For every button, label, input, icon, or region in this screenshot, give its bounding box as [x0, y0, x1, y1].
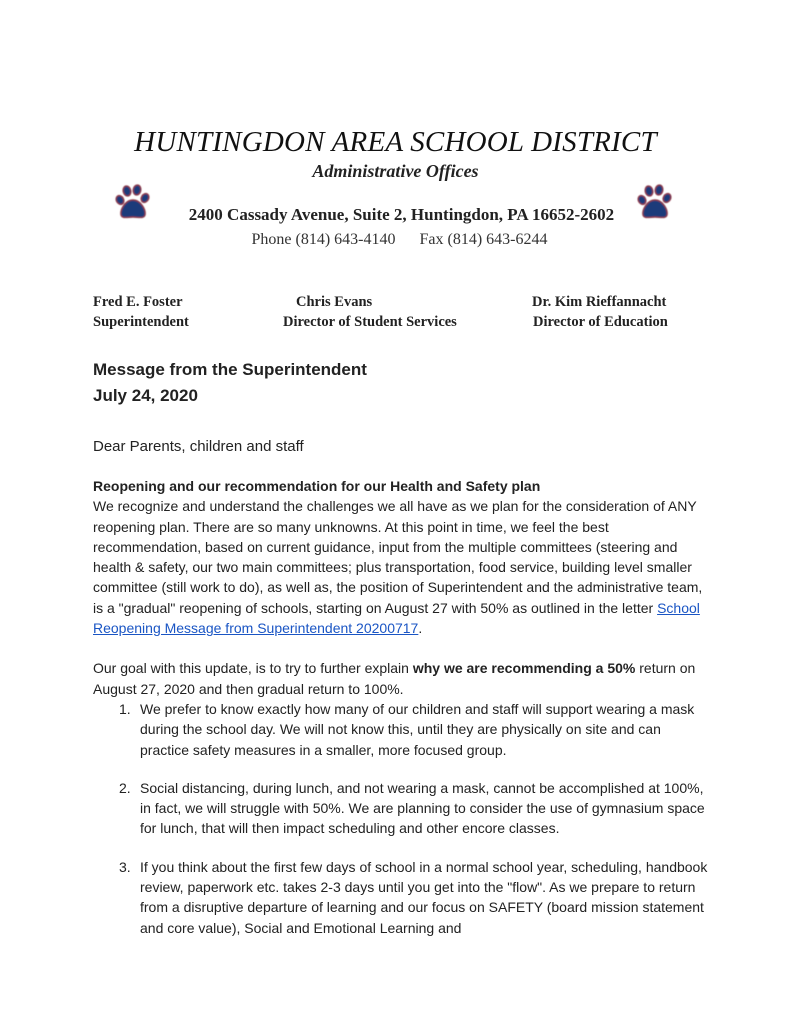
address: 2400 Cassady Avenue, Suite 2, Huntingdon, PA 16652-2602	[188, 205, 615, 224]
staff-director-education	[532, 292, 668, 332]
reopening-letter-link[interactable]: School Reopening Message from Superintendent 20200717	[93, 599, 700, 637]
staff-title: Director of Student Services	[283, 314, 457, 330]
phone-number: Phone (814) 643-4140	[251, 231, 396, 248]
staff-name: Chris Evans	[296, 294, 373, 310]
office-name: Administrative Offices	[312, 161, 479, 181]
list-item: 1. We prefer to know exactly how many of our children and staff will support wearing a mask during the school day. We will not know this, until they are physically on site and can practice safety measures in a smaller, more focused group.	[119, 700, 695, 758]
staff-name: Fred E. Foster	[93, 294, 183, 310]
message-heading	[93, 357, 367, 409]
staff-title: Director of Education	[533, 314, 668, 330]
section-heading: Reopening and our recommendation for our Health and Safety plan	[93, 478, 541, 494]
message-title: Message from the Superintendent	[93, 360, 367, 379]
district-name: HUNTINGDON AREA SCHOOL DISTRICT	[134, 126, 657, 158]
contact-line	[0, 231, 791, 249]
message-date: July 24, 2020	[93, 386, 198, 405]
staff-title: Superintendent	[93, 314, 189, 330]
paragraph-1: We recognize and understand the challenges we all have as we plan for the consideration of ANY reopening plan. There are so many unknowns. At this point in time, we feel the best recommendation, based on current guidance, input from the multiple committees (steering and health & safety, our two main committees; plus transportation, food service, building level smaller committee (still work to do), as well as, the position of Superintendent and the administrative team, is a "gradual" reopening of schools, starting on August 27 with 50% as outlined in the letter School Reopening Message from Superintendent 20200717.	[93, 498, 703, 637]
paragraph-2: Our goal with this update, is to try to further explain why we are recommending a 50% return on August 27, 2020 and then gradual return to 100%.	[93, 660, 696, 697]
reasons-list	[93, 699, 713, 938]
staff-name: Dr. Kim Rieffannacht	[532, 294, 667, 310]
salutation: Dear Parents, children and staff	[93, 438, 304, 455]
staff-superintendent	[93, 292, 189, 332]
emphasis-text: why we are recommending a 50%	[412, 660, 636, 677]
staff-director-student-services	[283, 292, 457, 332]
list-item: 3. If you think about the first few days of school in a normal school year, scheduling, handbook review, paperwork etc. takes 2-3 days until you get into the "flow". As we prepare to return from a disruptive departure of learning and our focus on SAFETY (board mission statement and core value), Social and Emotional Learning and	[119, 858, 708, 936]
list-item: 2. Social distancing, during lunch, and not wearing a mask, cannot be accomplished at 100%, in fact, we will struggle with 50%. We are planning to consider the use of gymnasium space for lunch, that will then impact scheduling and other encore classes.	[119, 779, 705, 837]
fax-number: Fax (814) 643-6244	[419, 231, 548, 248]
message-body	[93, 476, 713, 938]
